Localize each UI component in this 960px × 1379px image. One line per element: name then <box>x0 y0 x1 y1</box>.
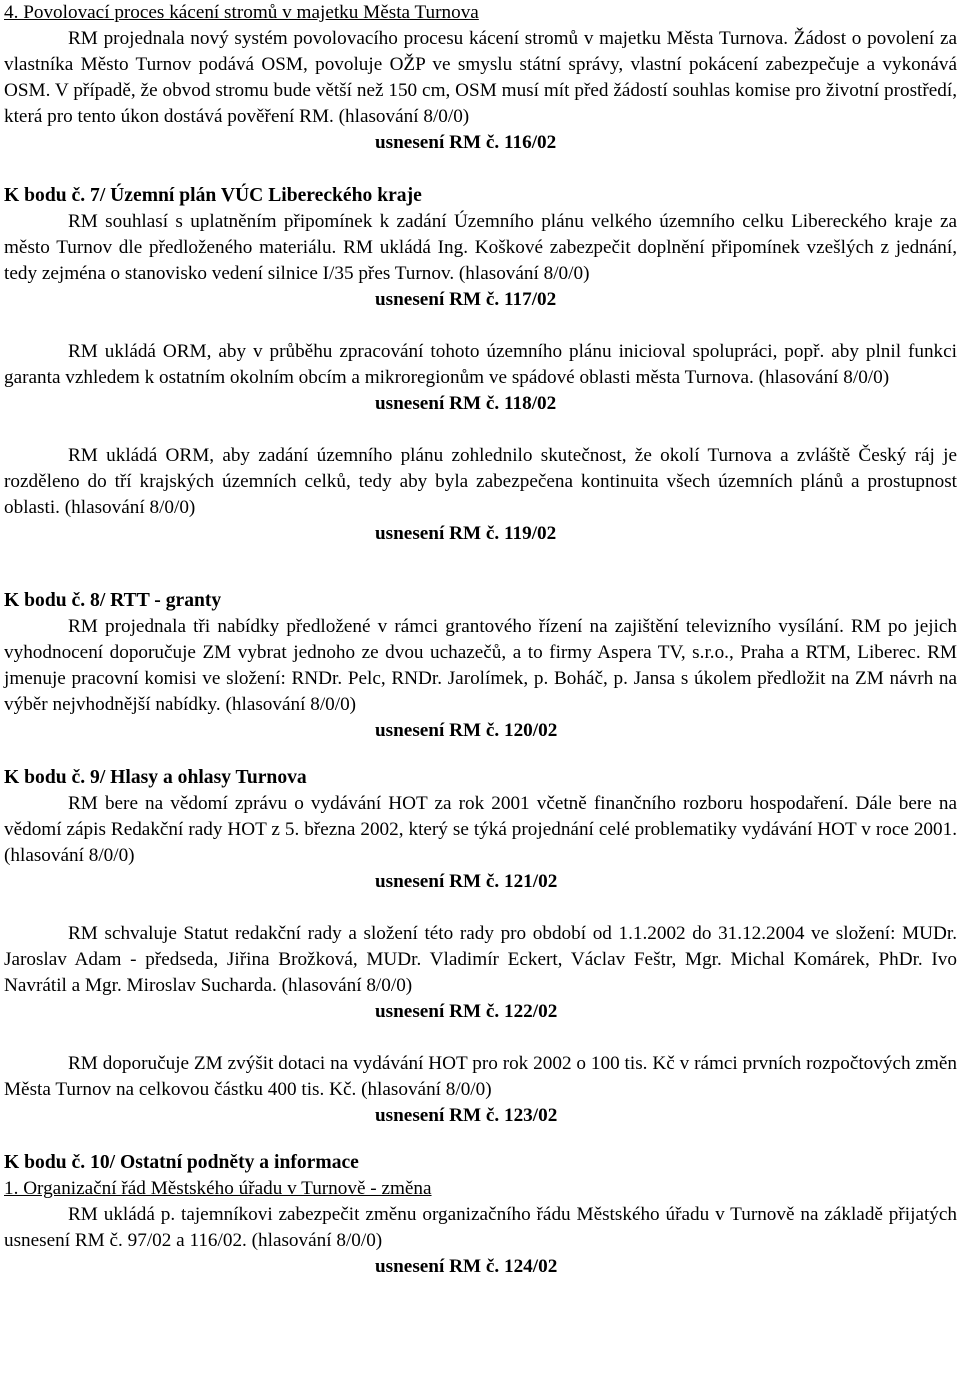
item-9-text-1: RM bere na vědomí zprávu o vydávání HOT za rok 2001 včetně finančního rozboru hospodaření. Dále bere na vědomí zápis Redakční rady HOT z 5. března 2002, který se týká projednání celé problematiky vydávání HOT v roce 2001. (hlasování 8/0/0) <box>4 793 957 866</box>
resolution-118: usnesení RM č. 118/02 <box>375 393 557 414</box>
item-10-text: RM ukládá p. tajemníkovi zabezpečit změnu organizačního řádu Městského úřadu v Turnově na základě přijatých usnesení RM č. 97/02 a 116/02. (hlasování 8/0/0) <box>4 1204 957 1251</box>
section-4-title: 4. Povolovací proces kácení stromů v majetku Města Turnova <box>4 2 479 23</box>
item-10-heading: K bodu č. 10/ Ostatní podněty a informace <box>4 1152 359 1173</box>
section-4-text: RM projednala nový systém povolovacího procesu kácení stromů v majetku Města Turnova. Žádost o povolení za vlastníka Město Turnov podává OSM, povoluje OŽP ve smyslu státní správy, vlastní pokácení zabezpečuje a vykonává OSM. V případě, že obvod stromu bude větší než 150 cm, OSM musí mít před žádostí souhlas komise pro životní prostředí, která pro tento úkon dostává pověření RM. (hlasování 8/0/0) <box>4 28 957 127</box>
item-7-text-1: RM souhlasí s uplatněním připomínek k zadání Územního plánu velkého územního celku Libereckého kraje za město Turnov dle předloženého materiálu. RM ukládá Ing. Koškové zabezpečit doplnění připomínek vzešlých z jednání, tedy zejména o stanovisko vedení silnice I/35 přes Turnov. (hlasování 8/0/0) <box>4 211 957 284</box>
item-7-text-2: RM ukládá ORM, aby v průběhu zpracování tohoto územního plánu inicioval spolupráci, popř. aby plnil funkci garanta vzhledem k ostatním okolním obcím a mikroregionům ve spádové oblasti města Turnova. (hlasování 8/0/0) <box>4 341 957 388</box>
item-9-heading: K bodu č. 9/ Hlasy a ohlasy Turnova <box>4 767 307 788</box>
item-7-text-3: RM ukládá ORM, aby zadání územního plánu zohlednilo skutečnost, že okolí Turnova a zvláště Český ráj je rozděleno do tří krajských územních celků, tedy aby byla zabezpečena kontinuita všech územních plánů a prostupnost oblasti. (hlasování 8/0/0) <box>4 445 957 518</box>
item-8-text: RM projednala tři nabídky předložené v rámci grantového řízení na zajištění televizního vysílání. RM po jejich vyhodnocení doporučuje ZM vybrat jednoho ze dvou uchazečů, a to firmy Aspera TV, s.r.o., Praha a RTM, Liberec. RM jmenuje pracovní komisi ve složení: RNDr. Pelc, RNDr. Jarolímek, p. Boháč, p. Jansa s úkolem předložit na ZM návrh na výběr nejvhodnější nabídky. (hlasování 8/0/0) <box>4 616 957 715</box>
resolution-123: usnesení RM č. 123/02 <box>375 1105 558 1126</box>
item-8-heading: K bodu č. 8/ RTT - granty <box>4 590 222 611</box>
resolution-119: usnesení RM č. 119/02 <box>375 523 557 544</box>
resolution-116: usnesení RM č. 116/02 <box>375 132 557 153</box>
resolution-121: usnesení RM č. 121/02 <box>375 871 558 892</box>
item-9-text-3: RM doporučuje ZM zvýšit dotaci na vydávání HOT pro rok 2002 o 100 tis. Kč v rámci prvních rozpočtových změn Města Turnov na celkovou částku 400 tis. Kč. (hlasování 8/0/0) <box>4 1053 957 1100</box>
item-7-heading: K bodu č. 7/ Územní plán VÚC Libereckého kraje <box>4 185 422 206</box>
item-9-text-2: RM schvaluje Statut redakční rady a složení této rady pro období od 1.1.2002 do 31.12.2004 ve složení: MUDr. Jaroslav Adam - předseda, Jiřina Brožková, MUDr. Vladimír Eckert, Václav Feštr, Mgr. Michal Komárek, PhDr. Ivo Navrátil a Mgr. Miroslav Sucharda. (hlasování 8/0/0) <box>4 923 957 996</box>
resolution-117: usnesení RM č. 117/02 <box>375 289 557 310</box>
resolution-122: usnesení RM č. 122/02 <box>375 1001 558 1022</box>
resolution-120: usnesení RM č. 120/02 <box>375 720 558 741</box>
resolution-124: usnesení RM č. 124/02 <box>375 1256 558 1277</box>
item-10-subheading: 1. Organizační řád Městského úřadu v Turnově - změna <box>4 1178 432 1199</box>
